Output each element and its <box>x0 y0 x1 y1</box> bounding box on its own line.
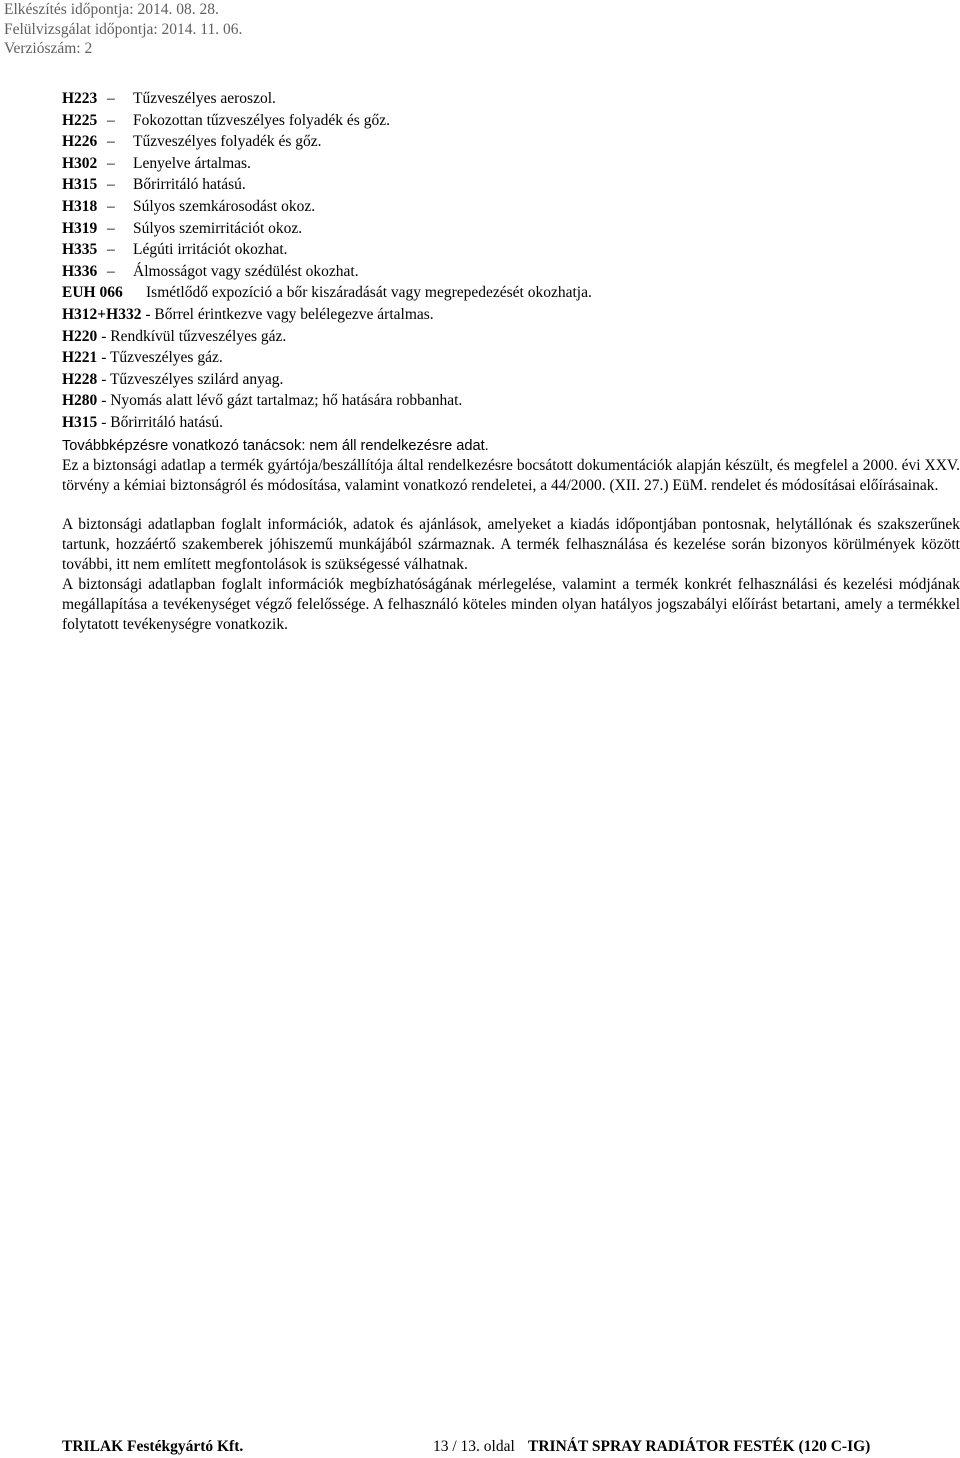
responsibility-paragraph: A biztonsági adatlapban foglalt információk megbízhatóságának mérlegelése, valamint a termék konkrét felhasználási és kezelési módjának megállapítása a tevékenységet végző felelőssége. A felhasználó köteles minden olyan hatályos jogszabályi előírást betartani, amely a termékkel folytatott tevékenységre vonatkozik. <box>62 576 960 633</box>
hazard-text: Álmosságot vagy szédülést okozhat. <box>133 262 359 280</box>
hazard-code: H315 <box>62 413 98 431</box>
hazard-text: Ismétlődő expozíció a bőr kiszáradását vagy megrepedezését okozhatja. <box>146 284 592 302</box>
hazard-code: H228 <box>62 370 98 388</box>
page-number: 13 / 13. oldal <box>433 1438 515 1455</box>
hazard-text: Tűzveszélyes gáz. <box>109 349 223 367</box>
hazard-row: H225 – Fokozottan tűzveszélyes folyadék és gőz. <box>62 110 592 132</box>
hazard-code: EUH 066 <box>62 284 123 302</box>
hazard-text: Súlyos szemkárosodást okoz. <box>133 197 316 215</box>
hazard-row: H220 - Rendkívül tűzveszélyes gáz. <box>62 327 287 345</box>
hazard-code: H223 <box>62 90 98 107</box>
hazard-row: H228 - Tűzveszélyes szilárd anyag. <box>62 370 284 388</box>
hazard-text: Tűzveszélyes szilárd anyag. <box>109 370 284 388</box>
product-name: TRINÁT SPRAY RADIÁTOR FESTÉK (120 C-IG) <box>528 1438 871 1455</box>
hazard-statements <box>62 88 592 434</box>
hazard-text: Fokozottan tűzveszélyes folyadék és gőz. <box>133 111 390 129</box>
hazard-code: H336 <box>62 262 98 280</box>
hazard-code: H319 <box>62 219 98 237</box>
hazard-row: H315 – Bőrirritáló hatású. <box>62 174 592 196</box>
hazard-row: H221 - Tűzveszélyes gáz. <box>62 349 223 367</box>
hazard-text: Tűzveszélyes aeroszol. <box>133 90 276 107</box>
document-body <box>62 436 960 635</box>
document-header <box>4 0 242 59</box>
hazard-text: Súlyos szemirritációt okoz. <box>133 219 303 237</box>
hazard-code: H280 <box>62 392 98 410</box>
hazard-row: H223 – Tűzveszélyes aeroszol. <box>62 88 592 110</box>
hazard-code: H226 <box>62 133 98 151</box>
hazard-row: H318 – Súlyos szemkárosodást okoz. <box>62 196 592 218</box>
hazard-row: H336 – Álmosságot vagy szédülést okozhat. <box>62 261 592 283</box>
hazard-row: H315 - Bőrirritáló hatású. <box>62 413 224 431</box>
hazard-code: H221 <box>62 349 98 367</box>
hazard-text: Bőrirritáló hatású. <box>133 176 246 194</box>
version-number: Verziószám: 2 <box>4 40 93 57</box>
revision-date: Felülvizsgálat időpontja: 2014. 11. 06. <box>4 20 243 38</box>
hazard-text: Légúti irritációt okozhat. <box>133 241 288 259</box>
hazard-row: H312+H332 - Bőrrel érintkezve vagy belélegezve ártalmas. <box>62 305 434 323</box>
hazard-code: H318 <box>62 197 98 215</box>
hazard-text: Bőrirritáló hatású. <box>110 413 224 431</box>
hazard-code: H220 <box>62 327 98 345</box>
hazard-code: H335 <box>62 241 98 259</box>
hazard-code: H315 <box>62 176 98 194</box>
hazard-text: Bőrrel érintkezve vagy belélegezve ártalmas. <box>154 305 434 323</box>
training-advice: Továbbképzésre vonatkozó tanácsok: nem áll rendelkezésre adat. <box>62 438 489 454</box>
hazard-row: H226 – Tűzveszélyes folyadék és gőz. <box>62 131 592 153</box>
euh-row <box>62 282 592 304</box>
hazard-row: H319 – Súlyos szemirritációt okoz. <box>62 218 592 240</box>
hazard-code: H312+H332 <box>62 305 142 323</box>
hazard-text: Lenyelve ártalmas. <box>133 154 251 172</box>
legal-basis-paragraph: Ez a biztonsági adatlap a termék gyártója/beszállítója által rendelkezésre bocsátott dokumentációk alapján készült, és megfelel a 2000. évi XXV. törvény a kémiai biztonságról és módosítása, valamint vonatkozó rendeletei, a 44/2000. (XII. 27.) EüM. rendelet és módosításai előírásainak. <box>62 457 960 494</box>
hazard-code: H225 <box>62 111 98 129</box>
hazard-code: H302 <box>62 154 98 172</box>
preparation-date: Elkészítés időpontja: 2014. 08. 28. <box>4 1 219 18</box>
hazard-row: H335 – Légúti irritációt okozhat. <box>62 239 592 261</box>
hazard-text: Tűzveszélyes folyadék és gőz. <box>133 133 322 151</box>
hazard-text: Nyomás alatt lévő gázt tartalmaz; hő hatására robbanhat. <box>110 392 463 410</box>
disclaimer-paragraph: A biztonsági adatlapban foglalt információk, adatok és ajánlások, amelyeket a kiadás időpontjában pontosnak, helytállónak és szakszerűnek tartunk, hozzáértő szakemberek jóhiszemű munkájából származnak. A termék felhasználása és kezelése során bizonyos körülmények között további, itt nem említett megfontolások is szükségessé válhatnak. <box>62 516 960 573</box>
hazard-row: H302 – Lenyelve ártalmas. <box>62 153 592 175</box>
hazard-text: Rendkívül tűzveszélyes gáz. <box>110 327 287 345</box>
company-name: TRILAK Festékgyártó Kft. <box>62 1438 244 1455</box>
hazard-row: H280 - Nyomás alatt lévő gázt tartalmaz; hő hatására robbanhat. <box>62 392 463 410</box>
